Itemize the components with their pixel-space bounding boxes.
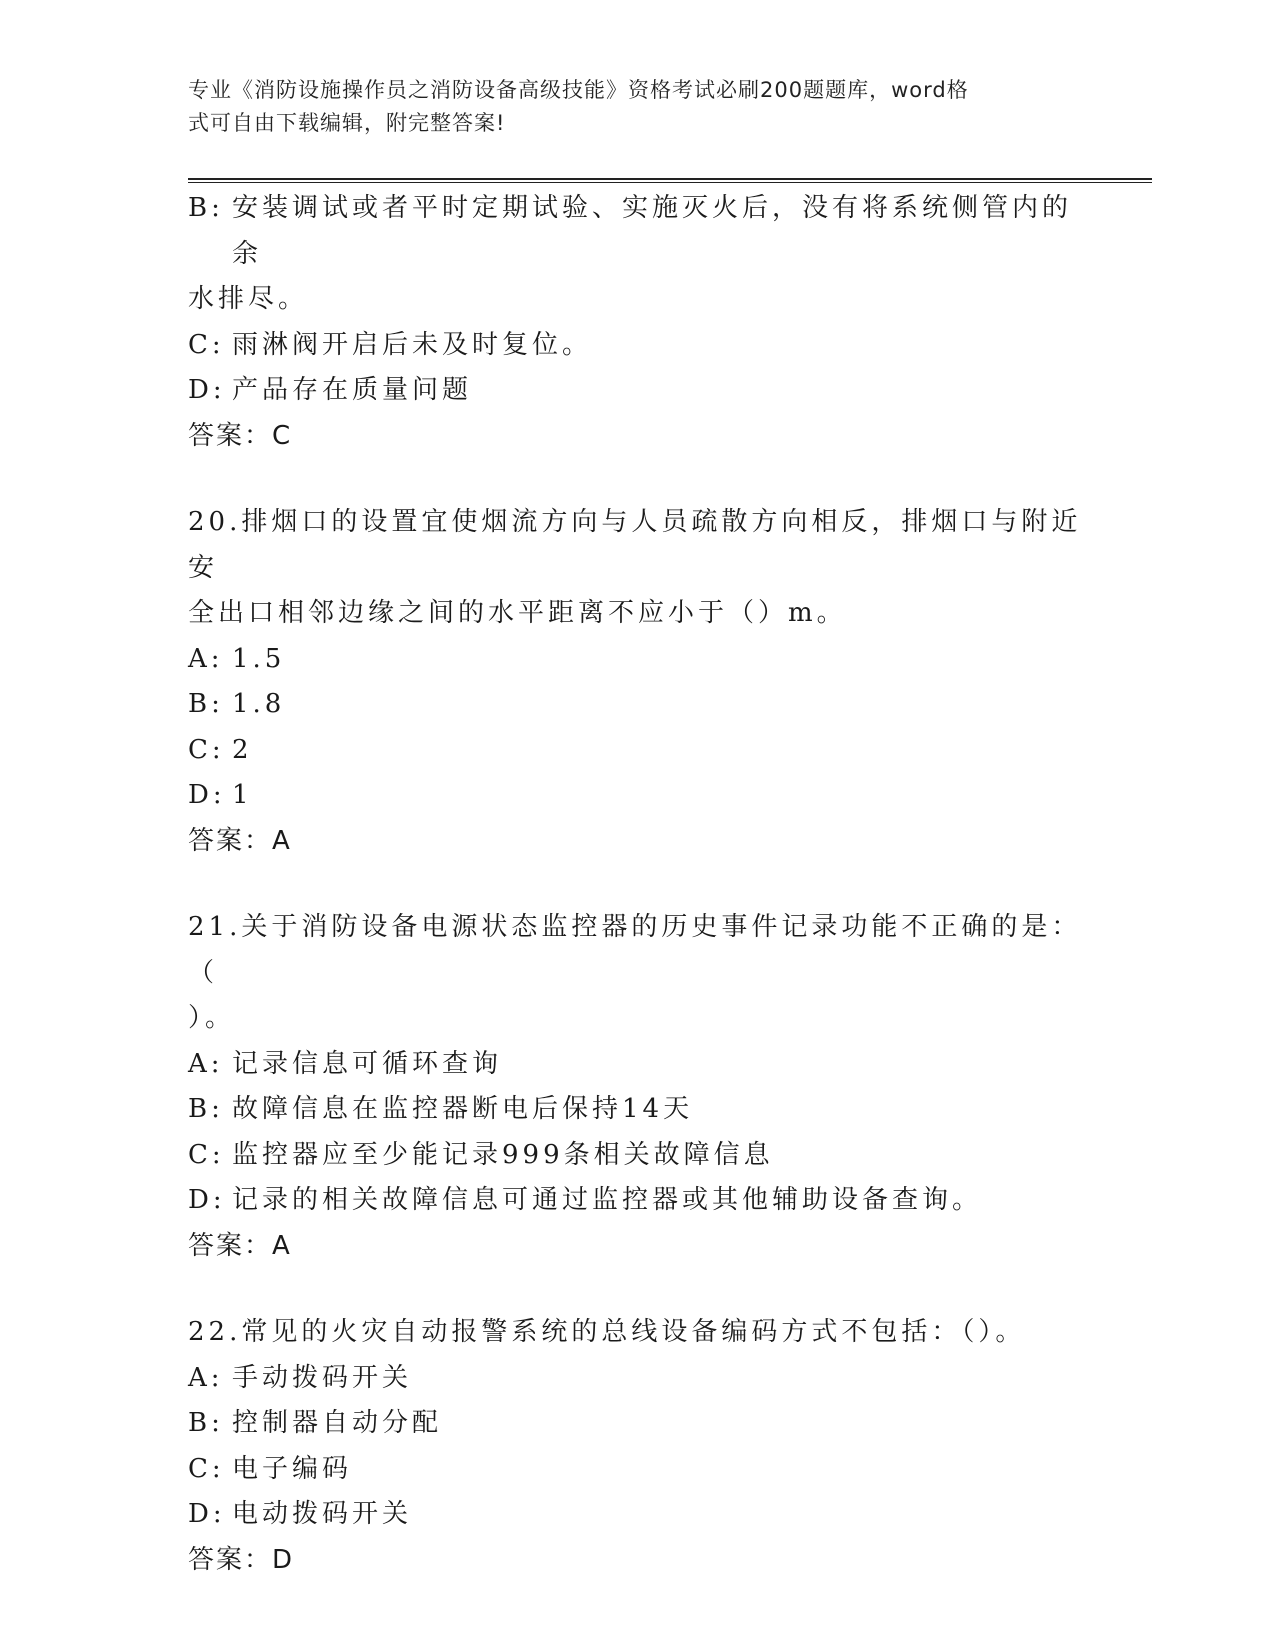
document-body — [188, 186, 1088, 1583]
option-b-continued: 水排尽。 — [188, 284, 309, 314]
option-letter: A: — [188, 643, 224, 674]
option-a — [188, 637, 1088, 683]
option-text: 雨淋阀开启后未及时复位。 — [232, 329, 593, 360]
option-text: 控制器自动分配 — [232, 1408, 443, 1438]
answer-line — [188, 1224, 1088, 1270]
option-letter: C: — [188, 1139, 225, 1170]
option-text: 1.8 — [232, 689, 286, 719]
option-b — [188, 1401, 1088, 1447]
option-c — [188, 323, 1088, 369]
option-d — [188, 368, 1088, 414]
option-text: 记录的相关故障信息可通过监控器或其他辅助设备查询。 — [232, 1185, 983, 1215]
option-letter: A: — [188, 1362, 224, 1393]
option-text: 电动拨码开关 — [232, 1499, 413, 1529]
option-c — [188, 1133, 1088, 1179]
option-letter: D: — [188, 375, 226, 405]
answer-line — [188, 414, 1088, 460]
option-letter: C: — [188, 329, 225, 360]
option-letter: D: — [188, 780, 226, 810]
question-stem-line-1: 20.排烟口的设置宜使烟流方向与人员疏散方向相反，排烟口与附近安 — [188, 507, 1082, 583]
option-d — [188, 1178, 1088, 1224]
option-text: 手动拨码开关 — [232, 1362, 413, 1393]
answer-label: 答案： — [188, 1230, 273, 1261]
answer-label: 答案： — [188, 420, 273, 451]
option-c — [188, 1447, 1088, 1493]
option-letter: B: — [188, 689, 224, 719]
question-stem-line-1: 22.常见的火灾自动报警系统的总线设备编码方式不包括：（）。 — [188, 1317, 1026, 1347]
question-21 — [188, 905, 1088, 1269]
option-b — [188, 186, 1088, 277]
answer-label: 答案： — [188, 1544, 273, 1575]
option-letter: B: — [188, 193, 224, 223]
option-text: 电子编码 — [232, 1453, 353, 1484]
answer-value: C — [272, 420, 292, 451]
option-text: 1.5 — [232, 643, 286, 674]
question-22 — [188, 1310, 1088, 1583]
option-text: 故障信息在监控器断电后保持14天 — [232, 1094, 694, 1124]
answer-value: A — [272, 1230, 291, 1261]
question-19-tail — [188, 186, 1088, 459]
option-letter: D: — [188, 1499, 226, 1529]
question-stem-line-2: 全出口相邻边缘之间的水平距离不应小于（）m。 — [188, 598, 847, 628]
option-text: 记录信息可循环查询 — [232, 1048, 503, 1079]
header-divider — [188, 178, 1152, 183]
option-letter: C: — [188, 734, 225, 765]
option-a — [188, 1356, 1088, 1402]
document-header — [188, 74, 1068, 140]
option-d — [188, 773, 1088, 819]
option-text: 监控器应至少能记录999条相关故障信息 — [232, 1139, 774, 1170]
option-letter: B: — [188, 1408, 224, 1438]
question-20 — [188, 500, 1088, 864]
option-letter: D: — [188, 1185, 226, 1215]
option-letter: C: — [188, 1453, 225, 1484]
question-stem-line-1: 21.关于消防设备电源状态监控器的历史事件记录功能不正确的是：（ — [188, 912, 1082, 988]
header-line-1: 专业《消防设施操作员之消防设备高级技能》资格考试必刷200题题库，word格 — [188, 78, 969, 102]
answer-line — [188, 1538, 1088, 1584]
option-text: 2 — [232, 734, 253, 765]
answer-value: D — [272, 1544, 294, 1575]
question-stem-line-2: ）。 — [188, 1003, 236, 1033]
option-a — [188, 1042, 1088, 1088]
answer-label: 答案： — [188, 825, 273, 856]
option-c — [188, 728, 1088, 774]
option-letter: A: — [188, 1048, 224, 1079]
option-text: 1 — [232, 780, 253, 810]
answer-line — [188, 819, 1088, 865]
option-text: 安装调试或者平时定期试验、实施灭火后，没有将系统侧管内的余 — [232, 193, 1073, 269]
option-text: 产品存在质量问题 — [232, 375, 473, 405]
option-b — [188, 1087, 1088, 1133]
option-letter: B: — [188, 1094, 224, 1124]
option-b — [188, 682, 1088, 728]
answer-value: A — [272, 825, 291, 856]
header-line-2: 式可自由下载编辑，附完整答案! — [188, 111, 506, 135]
option-d — [188, 1492, 1088, 1538]
